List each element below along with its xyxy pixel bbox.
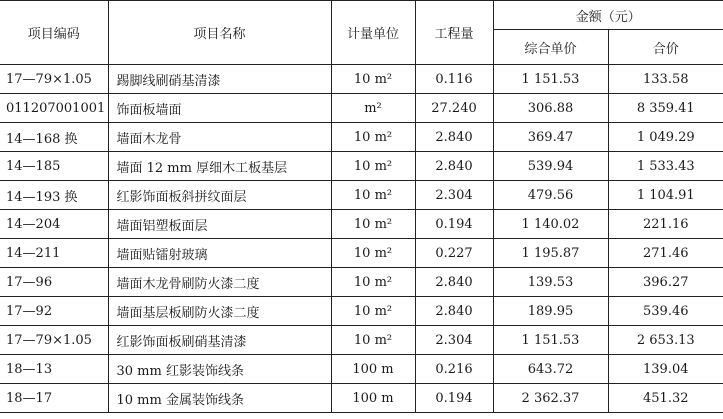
cell-unit: 10 m²: [331, 297, 415, 326]
cell-unit-price: 1 151.53: [493, 326, 608, 355]
cell-name: 墙面贴镭射玻璃: [108, 239, 331, 268]
table-row: [0, 268, 723, 297]
header-quantity: 工程量: [415, 1, 493, 65]
cell-total: 133.58: [608, 65, 723, 94]
cell-unit-price: 539.94: [493, 152, 608, 181]
cell-code: 14—193 换: [0, 181, 108, 210]
cell-quantity: 0.227: [415, 239, 493, 268]
table-row: [0, 152, 723, 181]
cell-unit-price: 479.56: [493, 181, 608, 210]
cell-unit: 10 m²: [331, 65, 415, 94]
cell-total: 539.46: [608, 297, 723, 326]
cell-quantity: 2.840: [415, 123, 493, 152]
cell-unit: 10 m²: [331, 210, 415, 239]
cell-name: 红影饰面板斜拼纹面层: [108, 181, 331, 210]
table-row: [0, 123, 723, 152]
header-code: 项目编码: [0, 1, 108, 65]
cell-unit-price: 1 195.87: [493, 239, 608, 268]
header-amount-group: 金额（元）: [493, 1, 723, 30]
cell-name: 踢脚线刷硝基清漆: [108, 65, 331, 94]
cell-unit-price: 643.72: [493, 355, 608, 384]
cell-code: 17—96: [0, 268, 108, 297]
cell-code: 14—168 换: [0, 123, 108, 152]
cell-code: 17—92: [0, 297, 108, 326]
cell-total: 396.27: [608, 268, 723, 297]
cell-unit: 10 m²: [331, 181, 415, 210]
cell-name: 红影饰面板刷硝基清漆: [108, 326, 331, 355]
table-row: [0, 65, 723, 94]
cell-name: 墙面 12 mm 厚细木工板基层: [108, 152, 331, 181]
cell-code: 17—79×1.05: [0, 65, 108, 94]
cell-unit: m²: [331, 94, 415, 123]
cell-total: 451.32: [608, 384, 723, 413]
table-row: [0, 210, 723, 239]
cell-unit: 10 m²: [331, 239, 415, 268]
cell-total: 1 533.43: [608, 152, 723, 181]
cell-total: 271.46: [608, 239, 723, 268]
cell-total: 2 653.13: [608, 326, 723, 355]
cell-unit: 100 m: [331, 384, 415, 413]
cell-quantity: 0.194: [415, 210, 493, 239]
cell-quantity: 27.240: [415, 94, 493, 123]
table-row: [0, 239, 723, 268]
header-unit: 计量单位: [331, 1, 415, 65]
cell-code: 18—17: [0, 384, 108, 413]
table-row: [0, 181, 723, 210]
table-row: [0, 297, 723, 326]
cell-quantity: 0.194: [415, 384, 493, 413]
cell-name: 墙面基层板刷防火漆二度: [108, 297, 331, 326]
cell-quantity: 0.216: [415, 355, 493, 384]
cell-code: 17—79×1.05: [0, 326, 108, 355]
table-header: [0, 1, 723, 65]
cell-name: 10 mm 金属装饰线条: [108, 384, 331, 413]
cell-unit-price: 1 140.02: [493, 210, 608, 239]
cell-quantity: 2.304: [415, 326, 493, 355]
cell-unit-price: 2 362.37: [493, 384, 608, 413]
cell-unit: 10 m²: [331, 326, 415, 355]
cell-total: 139.04: [608, 355, 723, 384]
cell-code: 18—13: [0, 355, 108, 384]
cell-total: 1 104.91: [608, 181, 723, 210]
header-unit-price: 综合单价: [493, 30, 608, 65]
cell-code: 14—211: [0, 239, 108, 268]
cell-quantity: 2.304: [415, 181, 493, 210]
cell-name: 墙面铝塑板面层: [108, 210, 331, 239]
cell-code: 14—204: [0, 210, 108, 239]
cell-unit-price: 1 151.53: [493, 65, 608, 94]
table-body: [0, 65, 723, 413]
header-name: 项目名称: [108, 1, 331, 65]
cell-unit-price: 139.53: [493, 268, 608, 297]
cell-total: 8 359.41: [608, 94, 723, 123]
cell-unit: 10 m²: [331, 152, 415, 181]
cell-code: 14—185: [0, 152, 108, 181]
cell-name: 墙面木龙骨: [108, 123, 331, 152]
table-row: [0, 384, 723, 413]
cell-unit-price: 369.47: [493, 123, 608, 152]
cell-quantity: 2.840: [415, 152, 493, 181]
cell-unit: 10 m²: [331, 123, 415, 152]
cell-unit: 100 m: [331, 355, 415, 384]
table-row: [0, 326, 723, 355]
cell-code: 011207001001: [0, 94, 108, 123]
cell-total: 221.16: [608, 210, 723, 239]
cell-quantity: 0.116: [415, 65, 493, 94]
cell-quantity: 2.840: [415, 268, 493, 297]
cell-name: 饰面板墙面: [108, 94, 331, 123]
cell-unit: 10 m²: [331, 268, 415, 297]
cell-unit-price: 189.95: [493, 297, 608, 326]
table-row: [0, 355, 723, 384]
cell-total: 1 049.29: [608, 123, 723, 152]
cell-quantity: 2.840: [415, 297, 493, 326]
cell-unit-price: 306.88: [493, 94, 608, 123]
table-row: [0, 94, 723, 123]
cell-name: 墙面木龙骨刷防火漆二度: [108, 268, 331, 297]
header-total: 合价: [608, 30, 723, 65]
cell-name: 30 mm 红影装饰线条: [108, 355, 331, 384]
